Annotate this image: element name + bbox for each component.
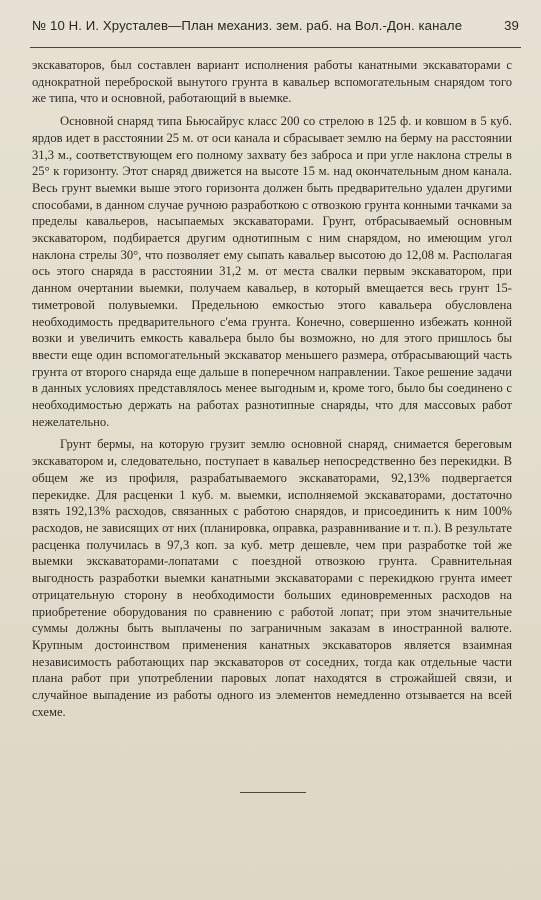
page-number: 39 bbox=[504, 18, 519, 33]
running-header bbox=[32, 18, 519, 33]
paragraph-main-dredge: Основной снаряд типа Бьюсайрус класс 200 со стрелою в 125 ф. и ковшом в 5 куб. ярдов идет в расстоянии 25 м. от оси канала и сбрасывает землю на берму на расстоянии 31,3 м., соответствующем его полному захвату без заброса и при угле наклона стрелы в 25° к горизонту. Этот снаряд движется на высоте 15 м. над окончательным дном канала. Весь грунт выемки выше этого горизонта должен быть предварительно удален другими способами, в данном случае ручною разработкою с отвозкою грунта конными тачками за пределы кавальеров, насыпаемых экскаваторами. Грунт, отбрасываемый основным экскаватором, подбирается другим однотипным с ним снарядом, но имеющим угол наклона стрелы 30°, что позволяет ему сыпать кавальер высотою до 12,08 м. Располагая ось этого снаряда в расстоянии 31,2 м. от места свалки первым экскаватором, при данном очертании выемки, получаем кавальер, в который вмещается весь грунт 15-тиметровой полувыемки. Предельною емкостью этого кавальера обусловлена необходимость предварительного с'ема грунта. Конечно, совершенно избежать конной возки и увеличить емкость кавальера было бы возможно, но для этого пришлось бы ввести еще один вспомогательный экскаватор меньшего размера, отбрасывающий часть грунта от второго снаряда еще дальше в поперечном направлении. Такое решение задачи в данных условиях представлялось менее выгодным и, кроме того, было бы соединено с необходимостью держать на работах разнотипные снаряды, что для массовых работ нежелательно. bbox=[32, 114, 512, 429]
header-title: № 10 Н. И. Хрусталев—План механиз. зем. раб. на Вол.-Дон. канале bbox=[32, 18, 463, 33]
end-rule bbox=[240, 792, 306, 793]
paragraph-continuation: экскаваторов, был составлен вариант исполнения работы канатными экскаваторами с однократной переброской вынутого грунта в кавальер вспомогательным снарядом того же типа, что и основной, работающий в выемке. bbox=[32, 58, 512, 106]
paragraph-berm-soil: Грунт бермы, на которую грузит землю основной снаряд, снимается береговым экскаватором и, следовательно, поступает в кавальер непосредственно без перекидки. В общем же из профиля, разрабатываемого экскаваторами, 92,13% подвергается перекидке. Для расценки 1 куб. м. выемки, исполняемой экскаваторами, достаточно взять 192,13% расходов, связанных с работою снарядов, и присоединить к ним 100% расходов, не зависящих от них (планировка, оправка, разравнивание и т. п.). В результате расценка получилась в 97,3 коп. за куб. метр дешевле, чем при разработке той же выемки экскаваторами-лопатами с поездной отвозкою грунта. Сравнительная выгодность разработки выемки канатными экскаваторами с перекидкою грунта имеет отрицательную сторону в необходимости больших единовременных расходов на приобретение оборудования по сравнению с работой лопат; при этом значительные суммы должны быть выплачены по заграничным заказам в иностранной валюте. Крупным достоинством применения канатных экскаваторов является взаимная независимость работающих пар экскаваторов от соседних, тогда как отдельные части плана работ при употреблении паровых лопат находятся в строжайшей связи, и случайное выпадение из работы одного из элементов немедленно отзывается на всей схеме. bbox=[32, 437, 512, 719]
body-text bbox=[32, 57, 512, 720]
header-rule bbox=[30, 47, 521, 48]
